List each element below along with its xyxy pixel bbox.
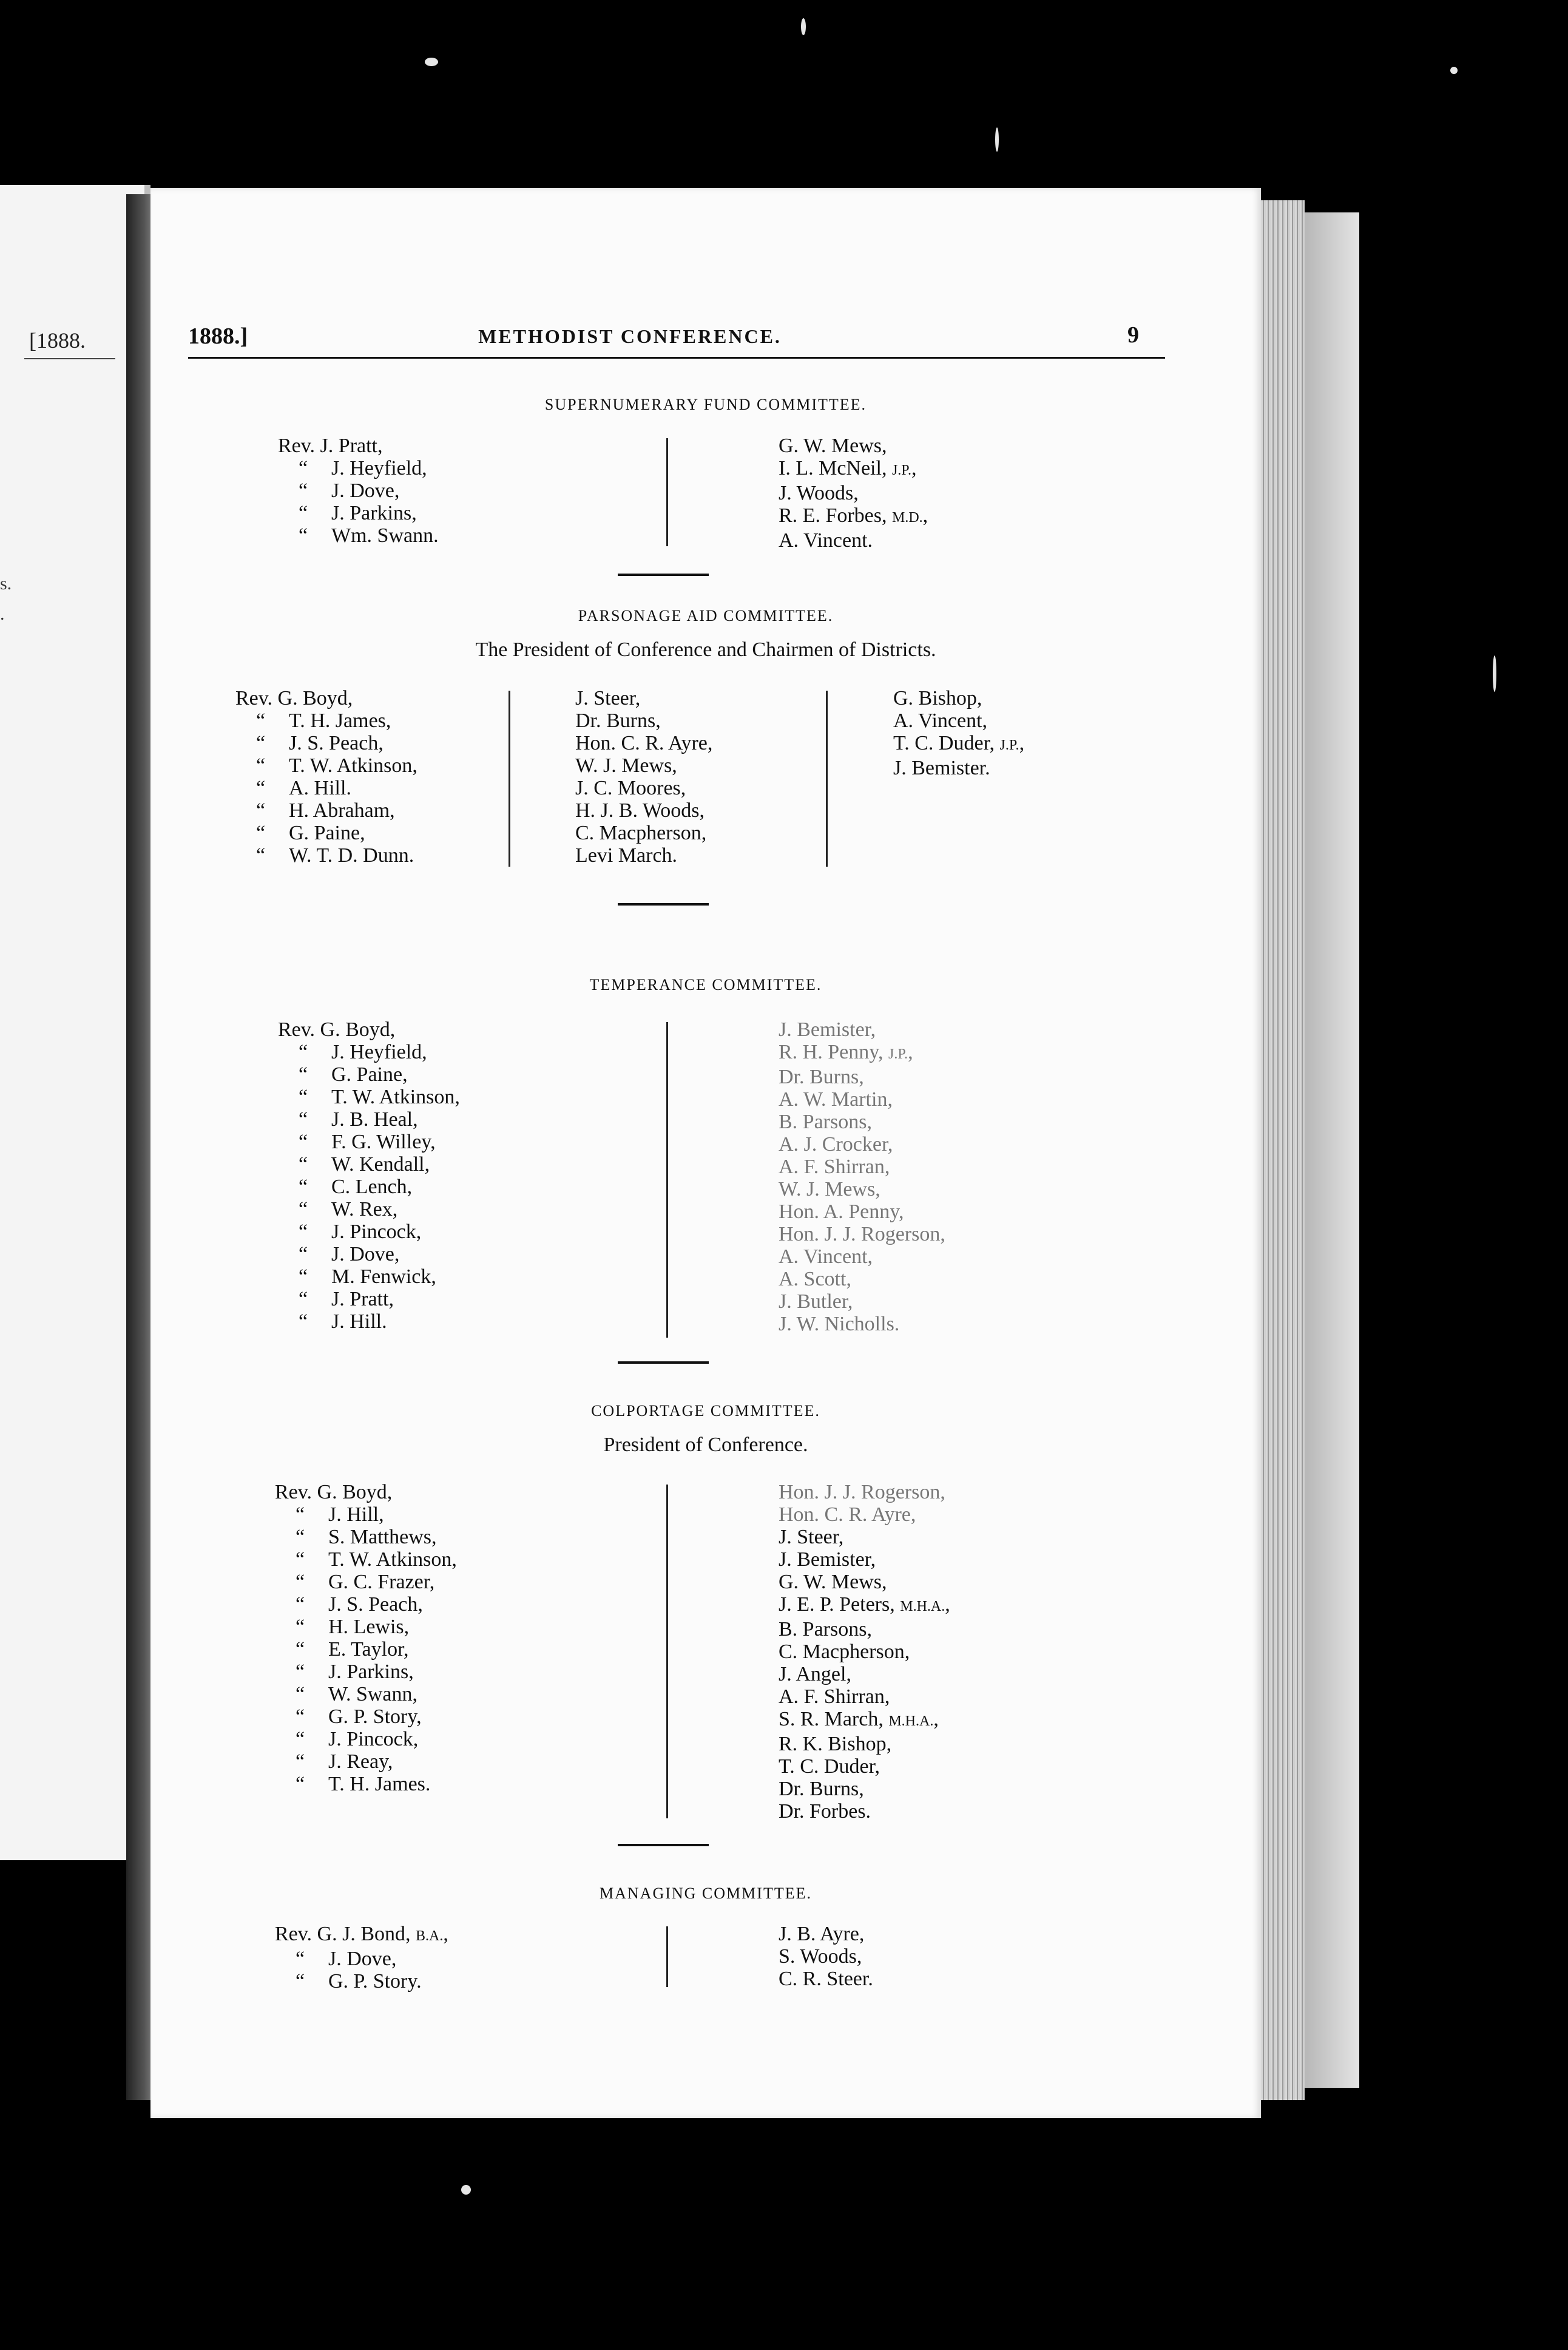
section-separator bbox=[618, 574, 709, 576]
left-margin-glyph: . bbox=[0, 604, 5, 624]
member-name: J. Woods, bbox=[779, 482, 859, 504]
member-name: A. Vincent, bbox=[893, 709, 988, 732]
member-name: J. Bemister. bbox=[893, 757, 990, 779]
member-name: “ G. Paine, bbox=[278, 1063, 460, 1086]
member-name: “ J. Hill. bbox=[278, 1310, 460, 1333]
member-name: “ S. Matthews, bbox=[275, 1526, 457, 1548]
member-name: J. Angel, bbox=[779, 1663, 851, 1685]
member-column bbox=[779, 1018, 945, 1335]
member-column bbox=[779, 435, 928, 552]
page-number: 9 bbox=[1127, 322, 1139, 348]
member-name: Levi March. bbox=[575, 844, 678, 867]
member-name: “ J. Heyfield, bbox=[278, 1041, 460, 1063]
column-divider bbox=[666, 1485, 668, 1818]
column-divider bbox=[826, 691, 828, 867]
member-name: Rev. G. Boyd, bbox=[278, 1018, 396, 1041]
member-name: C. R. Steer. bbox=[779, 1968, 873, 1990]
member-name: Hon. C. R. Ayre, bbox=[575, 732, 713, 754]
member-name: J. C. Moores, bbox=[575, 777, 686, 799]
member-name: “ F. G. Willey, bbox=[278, 1131, 460, 1153]
member-column bbox=[275, 1481, 457, 1795]
member-name: “ G. C. Frazer, bbox=[275, 1571, 457, 1593]
member-column bbox=[893, 687, 1024, 779]
member-name: “ T. W. Atkinson, bbox=[235, 754, 417, 777]
member-name: A. Vincent, bbox=[779, 1245, 873, 1268]
member-name: “ W. Rex, bbox=[278, 1198, 460, 1221]
dust-speck bbox=[995, 127, 999, 152]
left-margin-glyph: s. bbox=[0, 574, 12, 594]
member-name: “ E. Taylor, bbox=[275, 1638, 457, 1661]
book-cover-edge bbox=[1305, 212, 1359, 2088]
member-name: “ H. Lewis, bbox=[275, 1616, 457, 1638]
member-name: B. Parsons, bbox=[779, 1618, 872, 1641]
member-column bbox=[575, 687, 712, 867]
member-name: A. W. Martin, bbox=[779, 1088, 893, 1111]
member-name: “ J. Pincock, bbox=[275, 1728, 457, 1750]
page-edges bbox=[1261, 200, 1305, 2100]
member-name: “ J. B. Heal, bbox=[278, 1108, 460, 1131]
member-name: W. J. Mews, bbox=[575, 754, 677, 777]
member-name: R. H. Penny, J.P., bbox=[779, 1041, 913, 1063]
member-name: J. Butler, bbox=[779, 1290, 853, 1313]
member-name: “ G. P. Story. bbox=[275, 1970, 448, 1993]
member-name: “ W. Kendall, bbox=[278, 1153, 460, 1176]
member-name: J. W. Nicholls. bbox=[779, 1313, 900, 1335]
member-name: “ J. Pratt, bbox=[278, 1288, 460, 1310]
member-name: J. B. Ayre, bbox=[779, 1923, 865, 1945]
member-name: Dr. Burns, bbox=[779, 1778, 864, 1800]
left-head-rule bbox=[24, 358, 115, 359]
running-head-rule bbox=[188, 357, 1165, 359]
section-separator bbox=[618, 1844, 709, 1846]
dust-speck bbox=[1450, 67, 1458, 74]
member-name: J. E. P. Peters, M.H.A., bbox=[779, 1593, 950, 1616]
member-name: C. Macpherson, bbox=[575, 822, 707, 844]
member-name: Hon. J. J. Rogerson, bbox=[779, 1481, 945, 1503]
member-name: W. J. Mews, bbox=[779, 1178, 880, 1200]
member-name: “ W. Swann, bbox=[275, 1683, 457, 1705]
member-name: “ J. Hill, bbox=[275, 1503, 457, 1526]
member-name: Rev. G. Boyd, bbox=[275, 1481, 393, 1503]
dust-speck bbox=[1493, 655, 1496, 692]
member-name: Hon. C. R. Ayre, bbox=[779, 1503, 916, 1526]
member-name: C. Macpherson, bbox=[779, 1641, 910, 1663]
member-name: “ M. Fenwick, bbox=[278, 1265, 460, 1288]
member-name: “ J. Dove, bbox=[278, 1243, 460, 1265]
member-name: “ J. Dove, bbox=[278, 479, 439, 502]
member-name: A. Vincent. bbox=[779, 529, 873, 552]
member-name: “ H. Abraham, bbox=[235, 799, 417, 822]
member-name: “ J. Pincock, bbox=[278, 1221, 460, 1243]
member-name: J. Steer, bbox=[779, 1526, 844, 1548]
section-subtitle: President of Conference. bbox=[603, 1434, 808, 1456]
member-name: S. Woods, bbox=[779, 1945, 862, 1968]
section-separator bbox=[618, 1361, 709, 1364]
member-name: G. W. Mews, bbox=[779, 435, 887, 457]
member-column bbox=[779, 1481, 950, 1823]
member-name: “ T. H. James, bbox=[235, 709, 417, 732]
member-name: “ T. W. Atkinson, bbox=[275, 1548, 457, 1571]
right-page bbox=[150, 188, 1261, 2118]
column-divider bbox=[509, 691, 510, 867]
member-name: J. Steer, bbox=[575, 687, 641, 709]
section-subtitle: The President of Conference and Chairmen of Districts. bbox=[475, 638, 936, 661]
member-name: “ G. P. Story, bbox=[275, 1705, 457, 1728]
member-name: I. L. McNeil, J.P., bbox=[779, 457, 917, 479]
section-title: COLPORTAGE COMMITTEE. bbox=[591, 1402, 820, 1420]
member-name: T. C. Duder, bbox=[779, 1755, 880, 1778]
member-name: Rev. G. Boyd, bbox=[235, 687, 353, 709]
column-divider bbox=[666, 1926, 668, 1987]
section-title: MANAGING COMMITTEE. bbox=[600, 1884, 812, 1902]
member-column bbox=[779, 1923, 873, 1990]
member-name: “ Wm. Swann. bbox=[278, 524, 439, 547]
running-head-title: METHODIST CONFERENCE. bbox=[478, 325, 782, 347]
member-name: J. Bemister, bbox=[779, 1548, 876, 1571]
member-name: A. F. Shirran, bbox=[779, 1685, 890, 1708]
section-title: SUPERNUMERARY FUND COMMITTEE. bbox=[544, 396, 867, 413]
member-column bbox=[278, 435, 439, 547]
member-name: A. F. Shirran, bbox=[779, 1156, 890, 1178]
member-name: Dr. Burns, bbox=[779, 1066, 864, 1088]
member-name: G. Bishop, bbox=[893, 687, 982, 709]
member-name: G. W. Mews, bbox=[779, 1571, 887, 1593]
left-running-head: [1888. bbox=[29, 328, 86, 353]
member-name: B. Parsons, bbox=[779, 1111, 872, 1133]
member-name: “ G. Paine, bbox=[235, 822, 417, 844]
dust-speck bbox=[461, 2185, 471, 2195]
member-name: “ J. Dove, bbox=[275, 1948, 448, 1970]
member-name: “ W. T. D. Dunn. bbox=[235, 844, 417, 867]
member-name: A. J. Crocker, bbox=[779, 1133, 893, 1156]
member-name: “ T. H. James. bbox=[275, 1773, 457, 1795]
section-title: PARSONAGE AID COMMITTEE. bbox=[578, 607, 834, 625]
member-name: H. J. B. Woods, bbox=[575, 799, 705, 822]
member-name: Dr. Burns, bbox=[575, 709, 661, 732]
running-head-year: 1888.] bbox=[188, 323, 248, 349]
member-column bbox=[235, 687, 417, 867]
member-name: R. E. Forbes, M.D., bbox=[779, 504, 928, 527]
member-name: “ J. S. Peach, bbox=[275, 1593, 457, 1616]
member-name: Rev. J. Pratt, bbox=[278, 435, 383, 457]
member-name: A. Scott, bbox=[779, 1268, 851, 1290]
member-name: T. C. Duder, J.P., bbox=[893, 732, 1025, 754]
member-name: “ J. Heyfield, bbox=[278, 457, 439, 479]
section-title: TEMPERANCE COMMITTEE. bbox=[589, 976, 822, 994]
member-name: Hon. J. J. Rogerson, bbox=[779, 1223, 945, 1245]
member-name: Hon. A. Penny, bbox=[779, 1200, 904, 1223]
member-name: “ J. Parkins, bbox=[278, 502, 439, 524]
member-name: “ T. W. Atkinson, bbox=[278, 1086, 460, 1108]
member-name: “ J. S. Peach, bbox=[235, 732, 417, 754]
member-name: “ C. Lench, bbox=[278, 1176, 460, 1198]
member-column bbox=[278, 1018, 460, 1333]
dust-speck bbox=[425, 58, 438, 66]
dust-speck bbox=[801, 18, 806, 35]
column-divider bbox=[666, 1022, 668, 1338]
section-separator bbox=[618, 903, 709, 906]
member-name: S. R. March, M.H.A., bbox=[779, 1708, 939, 1730]
member-name: “ J. Reay, bbox=[275, 1750, 457, 1773]
member-name: J. Bemister, bbox=[779, 1018, 876, 1041]
member-name: Rev. G. J. Bond, B.A., bbox=[275, 1923, 448, 1945]
member-name: “ J. Parkins, bbox=[275, 1661, 457, 1683]
column-divider bbox=[666, 438, 668, 546]
member-column bbox=[275, 1923, 448, 1993]
member-name: Dr. Forbes. bbox=[779, 1800, 871, 1823]
member-name: R. K. Bishop, bbox=[779, 1733, 892, 1755]
member-name: “ A. Hill. bbox=[235, 777, 417, 799]
